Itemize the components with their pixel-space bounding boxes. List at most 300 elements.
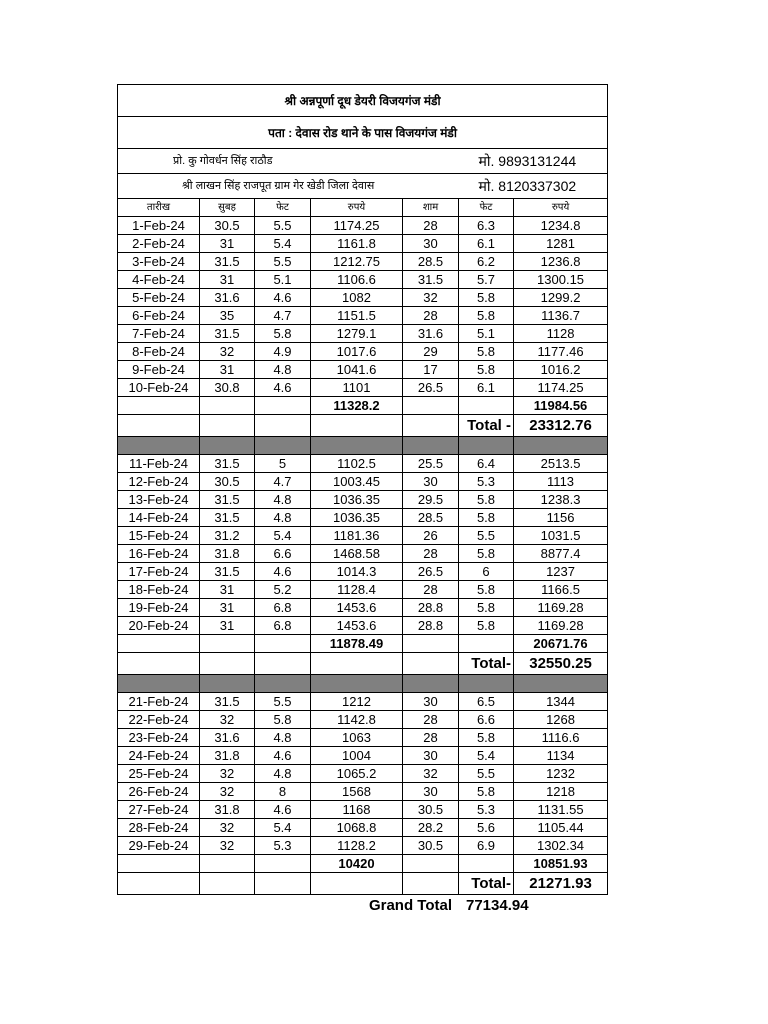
table-cell: 25.5 xyxy=(403,455,459,473)
table-cell: 1102.5 xyxy=(311,455,403,473)
table-row xyxy=(118,581,608,599)
empty-cell xyxy=(403,873,459,895)
separator-cell xyxy=(403,437,459,455)
morning-subtotal: 11878.49 xyxy=(311,635,403,653)
table-cell: 1168 xyxy=(311,801,403,819)
table-cell: 2-Feb-24 xyxy=(118,235,200,253)
table-cell: 31 xyxy=(200,271,255,289)
table-cell: 32 xyxy=(403,289,459,307)
table-cell: 6-Feb-24 xyxy=(118,307,200,325)
table-cell: 1212 xyxy=(311,693,403,711)
table-cell: 30 xyxy=(403,235,459,253)
subtotal-cell xyxy=(459,397,514,415)
table-cell: 5.2 xyxy=(255,581,311,599)
table-row xyxy=(118,693,608,711)
table-cell: 3-Feb-24 xyxy=(118,253,200,271)
table-row xyxy=(118,765,608,783)
table-cell: 1166.5 xyxy=(514,581,608,599)
table-cell: 5.8 xyxy=(459,361,514,379)
section-separator xyxy=(118,437,608,455)
table-cell: 4.8 xyxy=(255,361,311,379)
table-cell: 31 xyxy=(200,599,255,617)
separator-cell xyxy=(514,437,608,455)
table-cell: 28 xyxy=(403,545,459,563)
table-row xyxy=(118,837,608,855)
table-cell: 11-Feb-24 xyxy=(118,455,200,473)
empty-cell xyxy=(311,653,403,675)
table-cell: 31 xyxy=(200,617,255,635)
section-total-row xyxy=(118,415,608,437)
separator-cell xyxy=(118,437,200,455)
table-cell: 31.6 xyxy=(200,289,255,307)
table-cell: 31.5 xyxy=(200,455,255,473)
separator-cell xyxy=(118,675,200,693)
evening-subtotal: 20671.76 xyxy=(514,635,608,653)
table-cell: 32 xyxy=(200,765,255,783)
table-cell: 1106.6 xyxy=(311,271,403,289)
table-cell: 2513.5 xyxy=(514,455,608,473)
table-cell: 29-Feb-24 xyxy=(118,837,200,855)
table-row xyxy=(118,729,608,747)
table-cell: 1128.4 xyxy=(311,581,403,599)
table-cell: 4-Feb-24 xyxy=(118,271,200,289)
table-cell: 1299.2 xyxy=(514,289,608,307)
empty-cell xyxy=(403,653,459,675)
subtotal-cell xyxy=(118,855,200,873)
table-cell: 1031.5 xyxy=(514,527,608,545)
table-cell: 4.6 xyxy=(255,801,311,819)
table-cell: 1131.55 xyxy=(514,801,608,819)
table-cell: 6.6 xyxy=(459,711,514,729)
table-cell: 30 xyxy=(403,473,459,491)
morning-subtotal: 11328.2 xyxy=(311,397,403,415)
empty-cell xyxy=(200,873,255,895)
table-cell: 12-Feb-24 xyxy=(118,473,200,491)
table-cell: 1169.28 xyxy=(514,599,608,617)
empty-cell xyxy=(255,653,311,675)
empty-cell xyxy=(200,415,255,437)
separator-cell xyxy=(255,675,311,693)
table-cell: 1128 xyxy=(514,325,608,343)
table-cell: 4.6 xyxy=(255,563,311,581)
proprietor-name: प्रो. कु गोवर्धन सिंह राठौड xyxy=(118,149,459,174)
table-cell: 4.6 xyxy=(255,747,311,765)
table-cell: 4.9 xyxy=(255,343,311,361)
table-cell: 5-Feb-24 xyxy=(118,289,200,307)
col-morning-amount: रुपये xyxy=(311,199,403,217)
table-cell: 1151.5 xyxy=(311,307,403,325)
table-cell: 1169.28 xyxy=(514,617,608,635)
table-cell: 5.4 xyxy=(255,527,311,545)
table-cell: 1156 xyxy=(514,509,608,527)
table-cell: 6.8 xyxy=(255,617,311,635)
table-cell: 17-Feb-24 xyxy=(118,563,200,581)
separator-cell xyxy=(459,675,514,693)
table-cell: 6.1 xyxy=(459,379,514,397)
table-cell: 1453.6 xyxy=(311,599,403,617)
table-cell: 30.8 xyxy=(200,379,255,397)
table-cell: 24-Feb-24 xyxy=(118,747,200,765)
table-cell: 26 xyxy=(403,527,459,545)
table-cell: 31.5 xyxy=(200,325,255,343)
table-cell: 1174.25 xyxy=(311,217,403,235)
subtotal-cell xyxy=(118,397,200,415)
section-separator xyxy=(118,675,608,693)
table-cell: 13-Feb-24 xyxy=(118,491,200,509)
table-cell: 5.6 xyxy=(459,819,514,837)
table-row xyxy=(118,343,608,361)
table-cell: 1128.2 xyxy=(311,837,403,855)
col-evening-amount: रुपये xyxy=(514,199,608,217)
table-row xyxy=(118,361,608,379)
table-cell: 23-Feb-24 xyxy=(118,729,200,747)
table-row xyxy=(118,617,608,635)
table-cell: 1004 xyxy=(311,747,403,765)
col-evening: शाम xyxy=(403,199,459,217)
table-cell: 4.8 xyxy=(255,491,311,509)
table-cell: 32 xyxy=(200,819,255,837)
table-cell: 5.8 xyxy=(255,325,311,343)
table-cell: 1136.7 xyxy=(514,307,608,325)
separator-cell xyxy=(200,675,255,693)
table-cell: 5.8 xyxy=(459,545,514,563)
table-cell: 1065.2 xyxy=(311,765,403,783)
grand-total-row xyxy=(117,895,607,917)
empty-cell xyxy=(118,653,200,675)
table-cell: 6.4 xyxy=(459,455,514,473)
table-cell: 5 xyxy=(255,455,311,473)
table-row xyxy=(118,325,608,343)
table-cell: 5.3 xyxy=(255,837,311,855)
table-cell: 5.3 xyxy=(459,473,514,491)
table-cell: 1063 xyxy=(311,729,403,747)
empty-cell xyxy=(118,873,200,895)
table-cell: 4.8 xyxy=(255,765,311,783)
table-cell: 5.7 xyxy=(459,271,514,289)
table-row xyxy=(118,527,608,545)
table-cell: 1268 xyxy=(514,711,608,729)
table-cell: 1-Feb-24 xyxy=(118,217,200,235)
table-cell: 1082 xyxy=(311,289,403,307)
table-cell: 14-Feb-24 xyxy=(118,509,200,527)
subtotal-cell xyxy=(118,635,200,653)
dairy-title: श्री अन्नपूर्णा दूध डेयरी विजयगंज मंडी xyxy=(118,85,608,117)
table-cell: 26-Feb-24 xyxy=(118,783,200,801)
table-cell: 26.5 xyxy=(403,563,459,581)
table-cell: 1113 xyxy=(514,473,608,491)
table-cell: 5.1 xyxy=(255,271,311,289)
table-cell: 1101 xyxy=(311,379,403,397)
table-cell: 8877.4 xyxy=(514,545,608,563)
table-cell: 32 xyxy=(200,711,255,729)
subtotal-row xyxy=(118,635,608,653)
table-cell: 1181.36 xyxy=(311,527,403,545)
table-cell: 5.8 xyxy=(459,343,514,361)
subtotal-cell xyxy=(403,635,459,653)
table-row xyxy=(118,545,608,563)
table-cell: 1174.25 xyxy=(514,379,608,397)
table-cell: 1036.35 xyxy=(311,509,403,527)
table-cell: 1161.8 xyxy=(311,235,403,253)
empty-cell xyxy=(200,653,255,675)
table-cell: 5.4 xyxy=(255,235,311,253)
subtotal-cell xyxy=(200,855,255,873)
column-header-row xyxy=(118,199,608,217)
table-cell: 1068.8 xyxy=(311,819,403,837)
table-row xyxy=(118,473,608,491)
table-cell: 6 xyxy=(459,563,514,581)
table-cell: 1212.75 xyxy=(311,253,403,271)
table-cell: 28.8 xyxy=(403,617,459,635)
table-cell: 17 xyxy=(403,361,459,379)
table-cell: 1116.6 xyxy=(514,729,608,747)
table-cell: 31.8 xyxy=(200,801,255,819)
table-cell: 6.9 xyxy=(459,837,514,855)
table-row xyxy=(118,253,608,271)
table-cell: 5.5 xyxy=(255,693,311,711)
col-evening-fat: फेट xyxy=(459,199,514,217)
table-cell: 1041.6 xyxy=(311,361,403,379)
table-row xyxy=(118,271,608,289)
section-total-label: Total- xyxy=(459,653,514,675)
table-cell: 30 xyxy=(403,783,459,801)
table-cell: 26.5 xyxy=(403,379,459,397)
table-cell: 30.5 xyxy=(403,837,459,855)
empty-cell xyxy=(255,415,311,437)
table-cell: 1238.3 xyxy=(514,491,608,509)
subtotal-row xyxy=(118,855,608,873)
table-cell: 1300.15 xyxy=(514,271,608,289)
table-cell: 4.7 xyxy=(255,307,311,325)
table-cell: 18-Feb-24 xyxy=(118,581,200,599)
table-cell: 5.8 xyxy=(459,617,514,635)
table-cell: 1453.6 xyxy=(311,617,403,635)
table-cell: 1234.8 xyxy=(514,217,608,235)
table-row xyxy=(118,307,608,325)
table-cell: 5.4 xyxy=(459,747,514,765)
table-cell: 31.8 xyxy=(200,747,255,765)
table-cell: 28.5 xyxy=(403,509,459,527)
table-cell: 1003.45 xyxy=(311,473,403,491)
table-cell: 5.8 xyxy=(459,307,514,325)
table-cell: 32 xyxy=(200,837,255,855)
table-cell: 5.8 xyxy=(459,289,514,307)
empty-cell xyxy=(311,415,403,437)
table-cell: 6.2 xyxy=(459,253,514,271)
col-date: तारीख xyxy=(118,199,200,217)
table-cell: 30.5 xyxy=(200,473,255,491)
table-cell: 9-Feb-24 xyxy=(118,361,200,379)
milk-ledger-sheet xyxy=(117,84,607,917)
section-total-row xyxy=(118,653,608,675)
separator-cell xyxy=(403,675,459,693)
table-cell: 1279.1 xyxy=(311,325,403,343)
table-cell: 6.1 xyxy=(459,235,514,253)
table-cell: 1017.6 xyxy=(311,343,403,361)
separator-cell xyxy=(255,437,311,455)
table-cell: 6.5 xyxy=(459,693,514,711)
table-row xyxy=(118,711,608,729)
table-cell: 4.8 xyxy=(255,509,311,527)
table-cell: 22-Feb-24 xyxy=(118,711,200,729)
table-cell: 27-Feb-24 xyxy=(118,801,200,819)
ledger-table xyxy=(117,84,608,895)
table-cell: 4.6 xyxy=(255,379,311,397)
table-cell: 4.6 xyxy=(255,289,311,307)
table-cell: 1142.8 xyxy=(311,711,403,729)
table-cell: 6.3 xyxy=(459,217,514,235)
table-cell: 5.8 xyxy=(459,491,514,509)
table-cell: 31.5 xyxy=(200,509,255,527)
table-cell: 5.5 xyxy=(459,765,514,783)
table-row xyxy=(118,509,608,527)
empty-cell xyxy=(403,415,459,437)
table-cell: 15-Feb-24 xyxy=(118,527,200,545)
table-cell: 28 xyxy=(403,711,459,729)
table-cell: 31 xyxy=(200,361,255,379)
table-cell: 1014.3 xyxy=(311,563,403,581)
table-cell: 20-Feb-24 xyxy=(118,617,200,635)
table-cell: 5.3 xyxy=(459,801,514,819)
table-cell: 31.6 xyxy=(403,325,459,343)
table-cell: 1036.35 xyxy=(311,491,403,509)
table-cell: 1016.2 xyxy=(514,361,608,379)
table-cell: 30.5 xyxy=(403,801,459,819)
section-total-value: 32550.25 xyxy=(514,653,608,675)
supplier-mobile: मो. 8120337302 xyxy=(459,174,608,199)
table-cell: 25-Feb-24 xyxy=(118,765,200,783)
table-cell: 1468.58 xyxy=(311,545,403,563)
table-cell: 6.6 xyxy=(255,545,311,563)
table-cell: 28.5 xyxy=(403,253,459,271)
empty-cell xyxy=(118,415,200,437)
table-cell: 10-Feb-24 xyxy=(118,379,200,397)
table-cell: 28.2 xyxy=(403,819,459,837)
section-total-label: Total - xyxy=(459,415,514,437)
table-cell: 32 xyxy=(403,765,459,783)
table-cell: 28 xyxy=(403,581,459,599)
table-cell: 28.8 xyxy=(403,599,459,617)
table-cell: 28 xyxy=(403,217,459,235)
table-cell: 1105.44 xyxy=(514,819,608,837)
separator-cell xyxy=(311,675,403,693)
table-cell: 30 xyxy=(403,693,459,711)
table-cell: 5.1 xyxy=(459,325,514,343)
subtotal-cell xyxy=(200,635,255,653)
table-cell: 29 xyxy=(403,343,459,361)
table-cell: 1568 xyxy=(311,783,403,801)
table-cell: 1344 xyxy=(514,693,608,711)
table-cell: 30.5 xyxy=(200,217,255,235)
table-cell: 5.8 xyxy=(255,711,311,729)
separator-cell xyxy=(459,437,514,455)
table-cell: 5.8 xyxy=(459,581,514,599)
table-row xyxy=(118,455,608,473)
subtotal-cell xyxy=(459,635,514,653)
morning-subtotal: 10420 xyxy=(311,855,403,873)
table-cell: 5.8 xyxy=(459,599,514,617)
subtotal-cell xyxy=(403,855,459,873)
section-total-row xyxy=(118,873,608,895)
table-cell: 1281 xyxy=(514,235,608,253)
separator-cell xyxy=(311,437,403,455)
table-cell: 1177.46 xyxy=(514,343,608,361)
table-row xyxy=(118,379,608,397)
evening-subtotal: 10851.93 xyxy=(514,855,608,873)
table-cell: 8 xyxy=(255,783,311,801)
table-cell: 31.5 xyxy=(200,491,255,509)
table-cell: 16-Feb-24 xyxy=(118,545,200,563)
section-total-label: Total- xyxy=(459,873,514,895)
table-cell: 1232 xyxy=(514,765,608,783)
table-cell: 1134 xyxy=(514,747,608,765)
table-cell: 1237 xyxy=(514,563,608,581)
table-cell: 31.5 xyxy=(200,253,255,271)
table-row xyxy=(118,783,608,801)
table-cell: 30 xyxy=(403,747,459,765)
table-cell: 1218 xyxy=(514,783,608,801)
grand-total-label: Grand Total xyxy=(368,897,452,914)
table-row xyxy=(118,289,608,307)
table-cell: 31.5 xyxy=(200,693,255,711)
table-cell: 1236.8 xyxy=(514,253,608,271)
evening-subtotal: 11984.56 xyxy=(514,397,608,415)
table-cell: 5.8 xyxy=(459,729,514,747)
section-total-value: 23312.76 xyxy=(514,415,608,437)
table-cell: 31 xyxy=(200,581,255,599)
section-total-value: 21271.93 xyxy=(514,873,608,895)
dairy-address: पता : देवास रोड थाने के पास विजयगंज मंडी xyxy=(118,117,608,149)
table-row xyxy=(118,217,608,235)
col-morning-fat: फेट xyxy=(255,199,311,217)
table-row xyxy=(118,747,608,765)
table-cell: 6.8 xyxy=(255,599,311,617)
table-cell: 31.2 xyxy=(200,527,255,545)
empty-cell xyxy=(255,873,311,895)
col-morning: सुबह xyxy=(200,199,255,217)
table-cell: 31 xyxy=(200,235,255,253)
table-cell: 19-Feb-24 xyxy=(118,599,200,617)
table-row xyxy=(118,491,608,509)
table-row xyxy=(118,563,608,581)
table-row xyxy=(118,599,608,617)
table-cell: 5.4 xyxy=(255,819,311,837)
table-cell: 5.8 xyxy=(459,509,514,527)
table-cell: 29.5 xyxy=(403,491,459,509)
table-cell: 1302.34 xyxy=(514,837,608,855)
table-cell: 5.5 xyxy=(255,253,311,271)
table-cell: 28 xyxy=(403,307,459,325)
table-cell: 8-Feb-24 xyxy=(118,343,200,361)
table-cell: 5.8 xyxy=(459,783,514,801)
table-cell: 21-Feb-24 xyxy=(118,693,200,711)
separator-cell xyxy=(200,437,255,455)
table-cell: 31.5 xyxy=(200,563,255,581)
table-cell: 5.5 xyxy=(459,527,514,545)
table-cell: 31.6 xyxy=(200,729,255,747)
table-row xyxy=(118,801,608,819)
table-cell: 28 xyxy=(403,729,459,747)
empty-cell xyxy=(311,873,403,895)
subtotal-cell xyxy=(255,635,311,653)
subtotal-row xyxy=(118,397,608,415)
table-cell: 32 xyxy=(200,783,255,801)
table-cell: 31.5 xyxy=(403,271,459,289)
table-row xyxy=(118,819,608,837)
table-cell: 35 xyxy=(200,307,255,325)
table-cell: 28-Feb-24 xyxy=(118,819,200,837)
table-cell: 4.8 xyxy=(255,729,311,747)
